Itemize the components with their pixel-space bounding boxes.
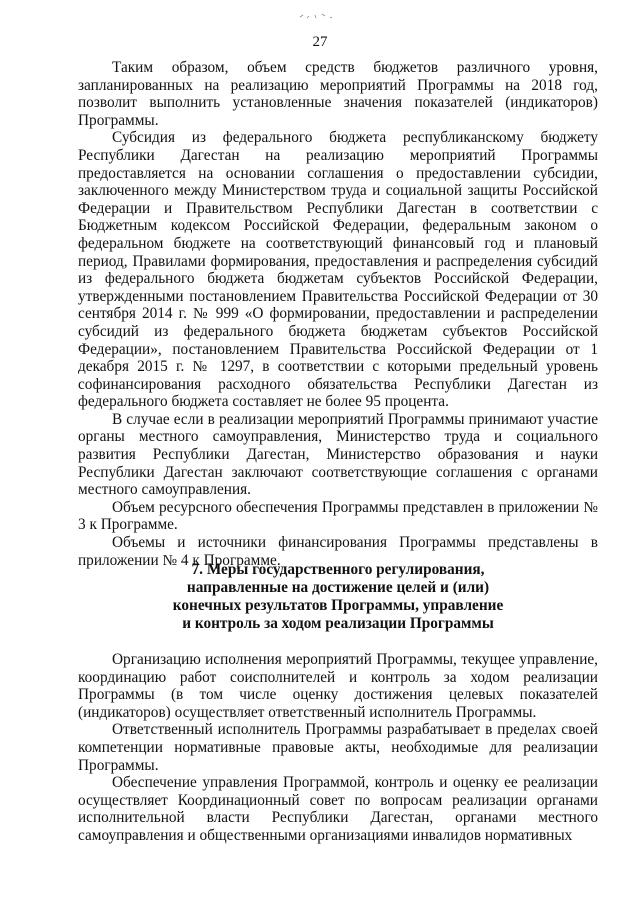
scan-artifact-mark xyxy=(298,12,338,20)
funding-section-text xyxy=(78,59,598,569)
paragraph-budget-volume: Таким образом, объем средств бюджетов различного уровня, запланированных на реализацию мероприятий Программы на 2018 год, позволит выполнить установленные значения показателей (индикаторов) Программы. xyxy=(78,59,598,129)
management-section-text xyxy=(78,651,598,845)
paragraph-program-execution: Организацию исполнения мероприятий Программы, текущее управление, координацию работ соисполнителей и контроль за ходом реализации Программы (в том числе оценку достижения целевых показателей (индикаторов) осуществляет ответственный исполнитель Программы. xyxy=(78,651,598,721)
paragraph-local-government-participation: В случае если в реализации мероприятий Программы принимают участие органы местного самоуправления, Министерство труда и социального развития Республики Дагестан, Министерство образования и науки Республики Дагестан заключают соответствующие соглашения с органами местного самоуправления. xyxy=(78,410,598,499)
section-heading-line: 7. Меры государственного регулирования, xyxy=(191,561,485,578)
section-heading-line: и контроль за ходом реализации Программы xyxy=(182,615,494,632)
paragraph-resource-provision: Объем ресурсного обеспечения Программы представлен в приложении № 3 к Программе. xyxy=(78,498,598,534)
section-heading-line: конечных результатов Программы, управление xyxy=(172,597,504,614)
section-heading xyxy=(78,561,598,633)
paragraph-funding-sources: Объемы и источники финансирования Программы представлены в приложении № 4 к Программе. xyxy=(78,534,598,569)
section-heading-line: направленные на достижение целей и (или) xyxy=(186,579,490,596)
page-number: 27 xyxy=(312,34,328,50)
paragraph-federal-subsidy: Субсидия из федерального бюджета республиканскому бюджету Республики Дагестан на реализацию мероприятий Программы предоставляется на основании соглашения о предоставлении субсидии, заключенного между Министерством труда и социальной защиты Российской Федерации и Правительством Республики Дагестан в соответствии с Бюджетным кодексом Российской Федерации, федеральным законом о федеральном бюджете на соответствующий финансовый год и плановый период, Правилами формирования, предоставления и распределения субсидий из федерального бюджета бюджетам субъектов Российской Федерации, утвержденными постановлением Правительства Российской Федерации от 30 сентября 2014 г. № 999 «О формировании, предоставлении и распределении субсидий из федерального бюджета бюджетам субъектов Российской Федерации», постановлением Правительства Российской Федерации от 1 декабря 2015 г. № 1297, в соответствии с которыми предельный уровень софинансирования расходного обязательства Республики Дагестан из федерального бюджета составляет не более 95 процента. xyxy=(78,129,598,411)
paragraph-coordination-council: Обеспечение управления Программой, контроль и оценку ее реализации осуществляет Координационный совет по вопросам реализации органами исполнительной власти Республики Дагестан, органами местного самоуправления и общественными организациями инвалидов нормативных xyxy=(78,774,598,844)
paragraph-regulatory-acts: Ответственный исполнитель Программы разрабатывает в пределах своей компетенции нормативные правовые акты, необходимые для реализации Программы. xyxy=(78,721,598,774)
